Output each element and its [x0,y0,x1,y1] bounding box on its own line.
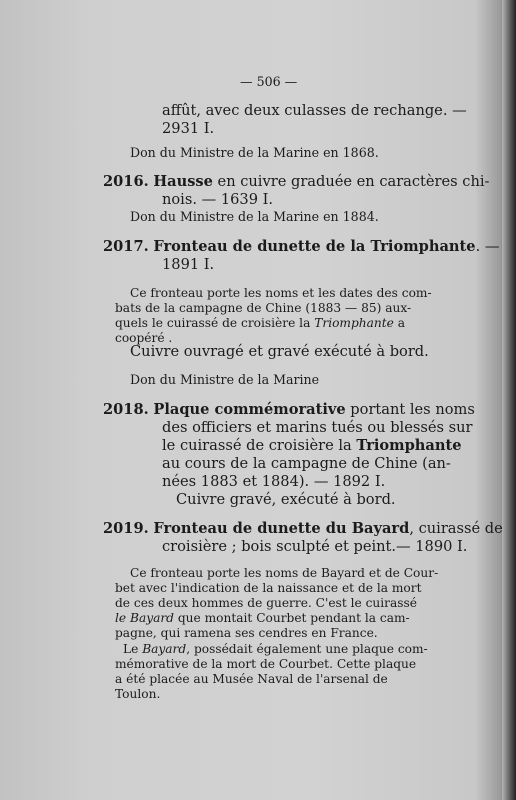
entry-2018-line3 [162,439,462,454]
entry-2019-p1-2: bet avec l'indication de la naissance et de la mort [115,581,422,595]
entry-text: le cuirassé de croisière la [162,437,357,454]
entry-2018-line2: des officiers et marins tués ou blessés sur [162,419,473,436]
entry-2017-donation: Don du Ministre de la Marine [130,372,320,387]
entry-2015-line2: 2931 I. [162,120,215,137]
entry-2019-p1-3: de ces deux hommes de guerre. C'est le cuirassé [115,596,417,610]
entry-text: quels le cuirassé de croisière la [115,316,315,330]
entry-text: a [393,316,405,330]
entry-2017-desc-3 [115,317,405,329]
entry-2018-heading [103,403,475,418]
entry-2019-p2-4: Toulon. [115,687,161,701]
entry-number: 2019. [103,520,149,537]
ship-name: Bayard [142,642,187,656]
page-edge-shadow [502,0,516,800]
entry-2019-p2-1 [123,643,428,655]
entry-2019-p2-3: a été placée au Musée Naval de l'arsenal de [115,672,388,686]
entry-2019-p1-5: pagne, qui ramena ses cendres en France. [115,626,378,640]
entry-2017-desc-2: bats de la campagne de Chine (1883 — 85) aux- [115,301,412,315]
entry-2017-desc-1: Ce fronteau porte les noms et les dates des com- [130,286,432,300]
entry-2018-line4: au cours de la campagne de Chine (an- [162,455,451,472]
entry-2019-p2-2: mémorative de la mort de Courbet. Cette plaque [115,657,417,671]
entry-2015-line1: affût, avec deux culasses de rechange. — [162,102,467,119]
entry-2017-desc-4: coopéré . [115,331,173,345]
entry-text: portant les noms [345,401,475,418]
ship-name: Triomphante [370,238,476,255]
page-number: — 506 — [240,74,298,89]
entry-2017-line2: 1891 I. [162,256,215,273]
entry-2018-material: Cuivre gravé, exécuté à bord. [176,491,396,508]
entry-2015-donation: Don du Ministre de la Marine en 1868. [130,145,379,160]
entry-2017-heading [103,240,499,255]
entry-title: Fronteau de dunette du [153,520,352,537]
ship-name: le Bayard [115,611,174,625]
entry-text: en cuivre graduée en caractères chi- [212,173,490,190]
entry-number: 2017. [103,238,149,255]
entry-2019-p1-1: Ce fronteau porte les noms de Bayard et de Cour- [130,566,439,580]
entry-number: 2016. [103,173,149,190]
entry-2016-donation: Don du Ministre de la Marine en 1884. [130,209,379,224]
entry-2018-line5: nées 1883 et 1884). — 1892 I. [162,473,386,490]
entry-text: , cuirassé de [409,520,503,537]
entry-title: Hausse [153,173,213,190]
ship-name: Triomphante [356,437,462,454]
entry-2019-p1-4 [115,612,410,624]
entry-text: , possédait également une plaque com- [186,642,428,656]
entry-text: . — [475,238,500,255]
entry-text: que montait Courbet pendant la cam- [174,611,410,625]
ship-name: Bayard [351,520,410,537]
entry-2019-heading [103,522,503,537]
entry-2019-line2: croisière ; bois sculpté et peint.— 1890 I. [162,538,468,555]
entry-title: Plaque commémorative [153,401,346,418]
entry-text: Le [123,642,143,656]
entry-2016-line2: nois. — 1639 I. [162,191,274,208]
ship-name: Triomphante [314,316,394,330]
entry-number: 2018. [103,401,149,418]
entry-2017-material: Cuivre ouvragé et gravé exécuté à bord. [130,343,429,360]
entry-2016-heading [103,175,489,190]
entry-title: Fronteau de dunette de la [153,238,371,255]
